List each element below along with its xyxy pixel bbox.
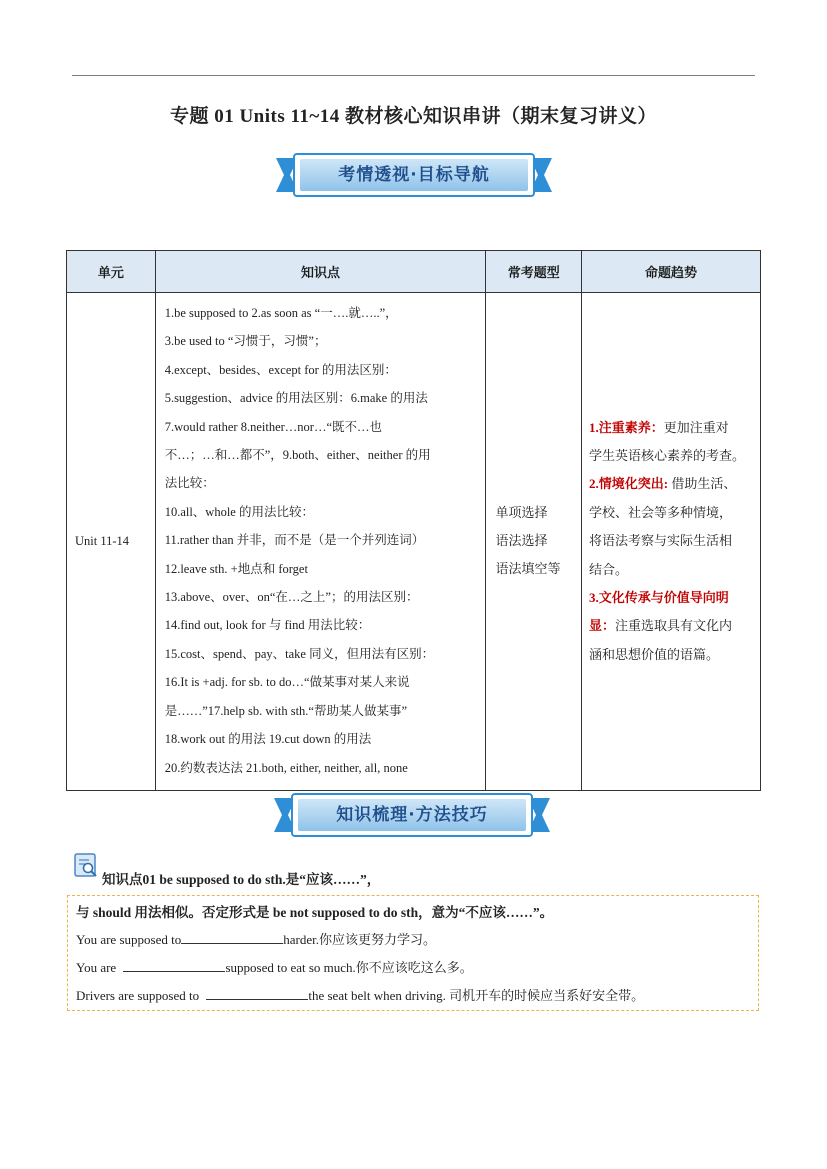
knowledge-point-line: 20.约数表达法 21.both, either, neither, all, none — [164, 760, 408, 775]
header-trends: 命题趋势 — [582, 251, 761, 293]
fill-blank — [206, 987, 308, 1000]
trend-item-3 — [589, 612, 754, 640]
banner-label: 知识梳理·方法技巧 — [336, 805, 488, 825]
trend-text: 结合。 — [589, 561, 629, 577]
knowledge-point-line: 18.work out 的用法 19.cut down 的用法 — [164, 732, 372, 747]
trend-label: 2.情境化突出: — [589, 476, 669, 492]
trend-text: 借助生活、 — [668, 476, 737, 492]
knowledge-point-line: 10.all、whole 的用法比较： — [164, 504, 314, 519]
question-types-cell — [486, 293, 582, 791]
knowledge-point-box — [67, 895, 759, 1011]
example-sentence — [76, 957, 473, 976]
top-rule — [72, 75, 755, 76]
knowledge-point-line: 3.be used to “习惯于，习惯”； — [164, 334, 327, 349]
knowledge-point-line: 15.cost、spend、pay、take 同义，但用法有区别： — [164, 646, 435, 661]
unit-cell: Unit 11-14 — [67, 293, 156, 791]
knowledge-point-line: 4.except、besides、except for 的用法区别： — [164, 362, 397, 377]
knowledge-point-line: 不…；…和…都不”，9.both、either、neither 的用 — [164, 448, 431, 463]
example-sentence — [76, 929, 436, 948]
banner-exam-overview — [276, 152, 552, 198]
document-title: 专题 01 Units 11~14 教材核心知识串讲（期末复习讲义） — [169, 106, 658, 127]
magnifier-document-icon — [73, 852, 99, 878]
knowledge-point-line: 12.leave sth. +地点和 forget — [164, 561, 308, 576]
question-type: 语法选择 — [495, 533, 548, 549]
banner-knowledge-methods — [274, 792, 550, 838]
trend-label: 1.注重素养： — [589, 419, 664, 435]
trend-item-2 — [589, 470, 754, 498]
example-text: harder.你应该更努力学习。 — [283, 932, 436, 947]
example-text: the seat belt when driving. 司机开车的时候应当系好安全带。 — [308, 988, 645, 1003]
example-sentence — [76, 985, 644, 1004]
question-type: 单项选择 — [495, 505, 548, 521]
knowledge-point-heading: 知识点01 be supposed to do sth.是“应该……”， — [102, 872, 381, 887]
trend-label: 3.文化传承与价值导向明 — [589, 590, 729, 606]
knowledge-point-line: 13.above、over、on“在…之上”；的用法区别： — [164, 590, 419, 605]
knowledge-point-line: 16.It is +adj. for sb. to do…“做某事对某人来说 — [164, 675, 410, 690]
knowledge-point-line: 5.suggestion、advice 的用法区别：6.make 的用法 — [164, 391, 428, 406]
knowledge-point-line: 14.find out, look for 与 find 用法比较： — [164, 618, 371, 633]
banner-label: 考情透视·目标导航 — [338, 165, 490, 185]
trend-label: 显： — [589, 618, 616, 634]
trend-text: 注重选取具有文化内 — [615, 618, 733, 634]
knowledge-point-line: 法比较： — [164, 476, 215, 491]
example-text: supposed to eat so much.你不应该吃这么多。 — [225, 960, 473, 975]
question-type: 语法填空等 — [495, 561, 561, 577]
trend-text: 更加注重对 — [663, 419, 729, 435]
trend-text: 学校、社会等多种情境， — [589, 504, 733, 520]
knowledge-points-cell — [155, 293, 486, 791]
knowledge-point-line: 1.be supposed to 2.as soon as “一….就…..”， — [164, 306, 398, 320]
knowledge-point-line: 是……”17.help sb. with sth.“帮助某人做某事” — [164, 703, 408, 718]
header-question-types: 常考题型 — [486, 251, 582, 293]
summary-table — [66, 250, 761, 791]
trends-cell — [582, 293, 761, 791]
trend-item-1 — [589, 414, 754, 442]
header-knowledge-points: 知识点 — [155, 251, 486, 293]
knowledge-point-line: 7.would rather 8.neither…nor…“既不…也 — [164, 419, 382, 434]
knowledge-point-rule: 与 should 用法相似。否定形式是 be not supposed to do sth，意为“不应该……”。 — [76, 905, 554, 920]
fill-blank — [123, 959, 225, 972]
trend-text: 涵和思想价值的语篇。 — [589, 646, 720, 662]
trend-text: 学生英语核心素养的考查。 — [589, 448, 746, 464]
trend-text: 将语法考察与实际生活相 — [589, 533, 733, 549]
example-text: You are supposed to — [76, 932, 182, 947]
fill-blank — [181, 931, 283, 944]
example-text: Drivers are supposed to — [76, 988, 203, 1003]
header-unit: 单元 — [67, 251, 156, 293]
table-header-row — [67, 251, 761, 293]
example-text: You are — [76, 960, 120, 975]
knowledge-point-line: 11.rather than 并非，而不是（是一个并列连词） — [164, 533, 425, 548]
table-row — [67, 293, 761, 791]
